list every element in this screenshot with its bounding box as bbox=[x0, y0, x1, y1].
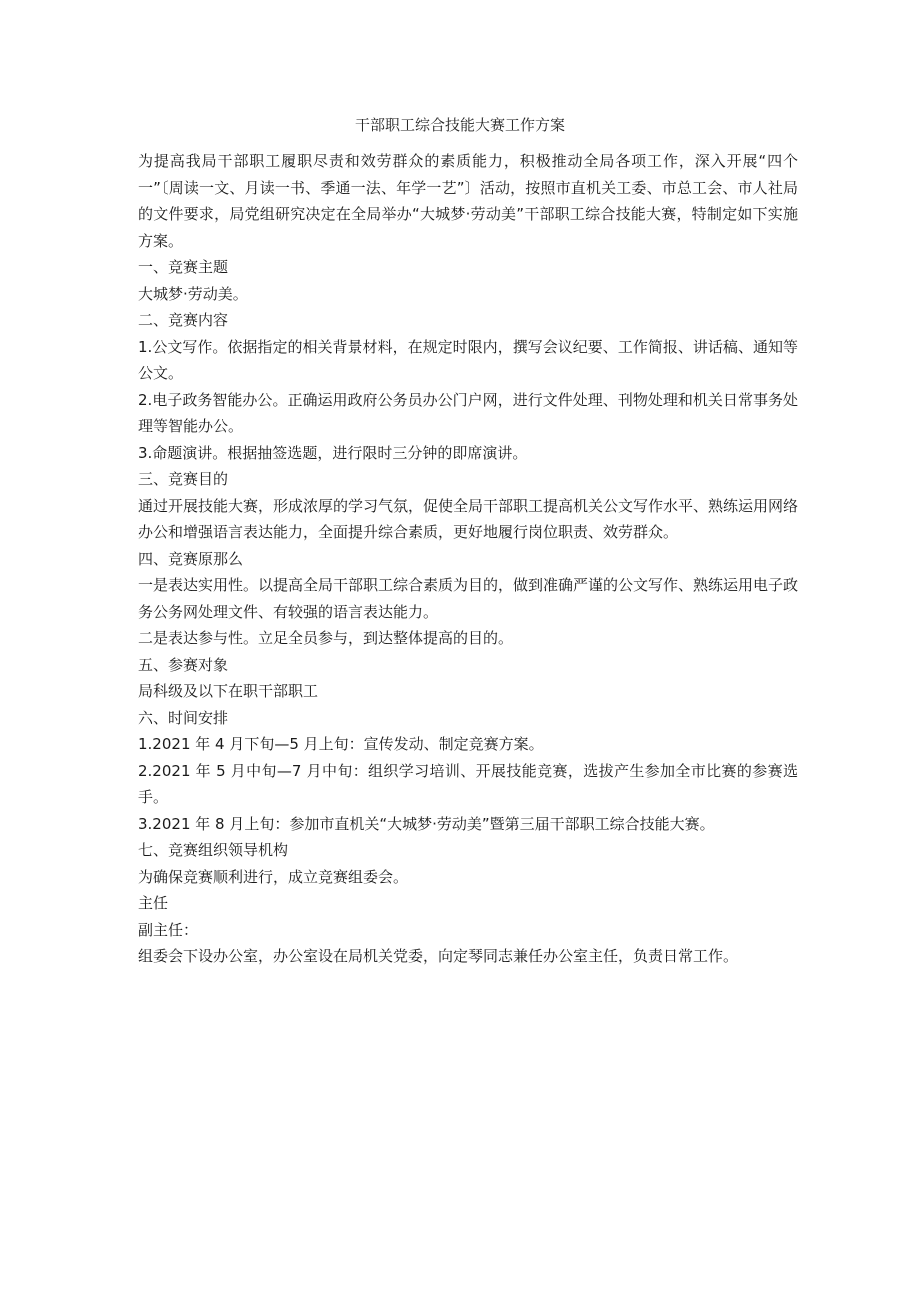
theme-text: 大城梦·劳动美。 bbox=[138, 284, 248, 303]
content-item: 2.电子政务智能办公。正确运用政府公务员办公门户网，进行文件处理、刊物处理和机关日常事务处理等智能办公。 bbox=[138, 390, 798, 435]
document-body bbox=[138, 148, 798, 970]
principle-item: 一是表达实用性。以提高全局干部职工综合素质为目的，做到准确严谨的公文写作、熟练运用电子政务公务网处理文件、有较强的语言表达能力。 bbox=[138, 576, 799, 621]
section-heading-schedule: 六、时间安排 bbox=[138, 708, 229, 727]
section-heading-theme: 一、竞赛主题 bbox=[138, 258, 229, 276]
schedule-item: 1.2021 年 4 月下旬—5 月上旬：宣传发动、制定竞赛方案。 bbox=[138, 735, 544, 753]
document-title: 干部职工综合技能大赛工作方案 bbox=[354, 116, 565, 134]
schedule-item: 3.2021 年 8 月上旬：参加市直机关“大城梦·劳动美”暨第三届干部职工综合技能大赛。 bbox=[138, 814, 715, 833]
section-heading-purpose: 三、竞赛目的 bbox=[138, 470, 229, 488]
schedule-item: 2.2021 年 5 月中旬—7 月中旬：组织学习培训、开展技能竞赛，选拔产生参加全市比赛的参赛选手。 bbox=[138, 761, 798, 806]
content-item: 3.命题演讲。根据抽签选题，进行限时三分钟的即席演讲。 bbox=[138, 443, 528, 462]
section-heading-principles: 四、竞赛原那么 bbox=[138, 549, 244, 568]
section-heading-content: 二、竞赛内容 bbox=[138, 311, 229, 329]
participants-text: 局科级及以下在职干部职工 bbox=[138, 682, 319, 700]
director-line: 主任 bbox=[138, 894, 169, 912]
intro-paragraph: 为提高我局干部职工履职尽责和效劳群众的素质能力，积极推动全局各项工作，深入开展“四个一”〔周读一文、月读一书、季通一法、年学一艺”〕活动，按照市直机关工委、市总工会、市人社局的文件要求，局党组研究决定在全局举办“大城梦·劳动美”干部职工综合技能大赛，特制定如下实施方案。 bbox=[138, 152, 798, 250]
organization-text: 为确保竞赛顺利进行，成立竞赛组委会。 bbox=[138, 867, 409, 886]
section-heading-participants: 五、参赛对象 bbox=[138, 655, 229, 674]
principle-item: 二是表达参与性。立足全员参与，到达整体提高的目的。 bbox=[138, 629, 514, 647]
purpose-text: 通过开展技能大赛，形成浓厚的学习气氛，促使全局干部职工提高机关公文写作水平、熟练运用网络办公和增强语言表达能力，全面提升综合素质，更好地履行岗位职责、效劳群众。 bbox=[138, 496, 799, 541]
deputy-director-line: 副主任： bbox=[138, 920, 199, 939]
section-heading-organization: 七、竞赛组织领导机构 bbox=[138, 841, 289, 859]
content-item: 1.公文写作。依据指定的相关背景材料，在规定时限内，撰写会议纪要、工作简报、讲话稿、通知等公文。 bbox=[138, 337, 798, 382]
office-text: 组委会下设办公室，办公室设在局机关党委，向定琴同志兼任办公室主任，负责日常工作。 bbox=[138, 947, 739, 965]
